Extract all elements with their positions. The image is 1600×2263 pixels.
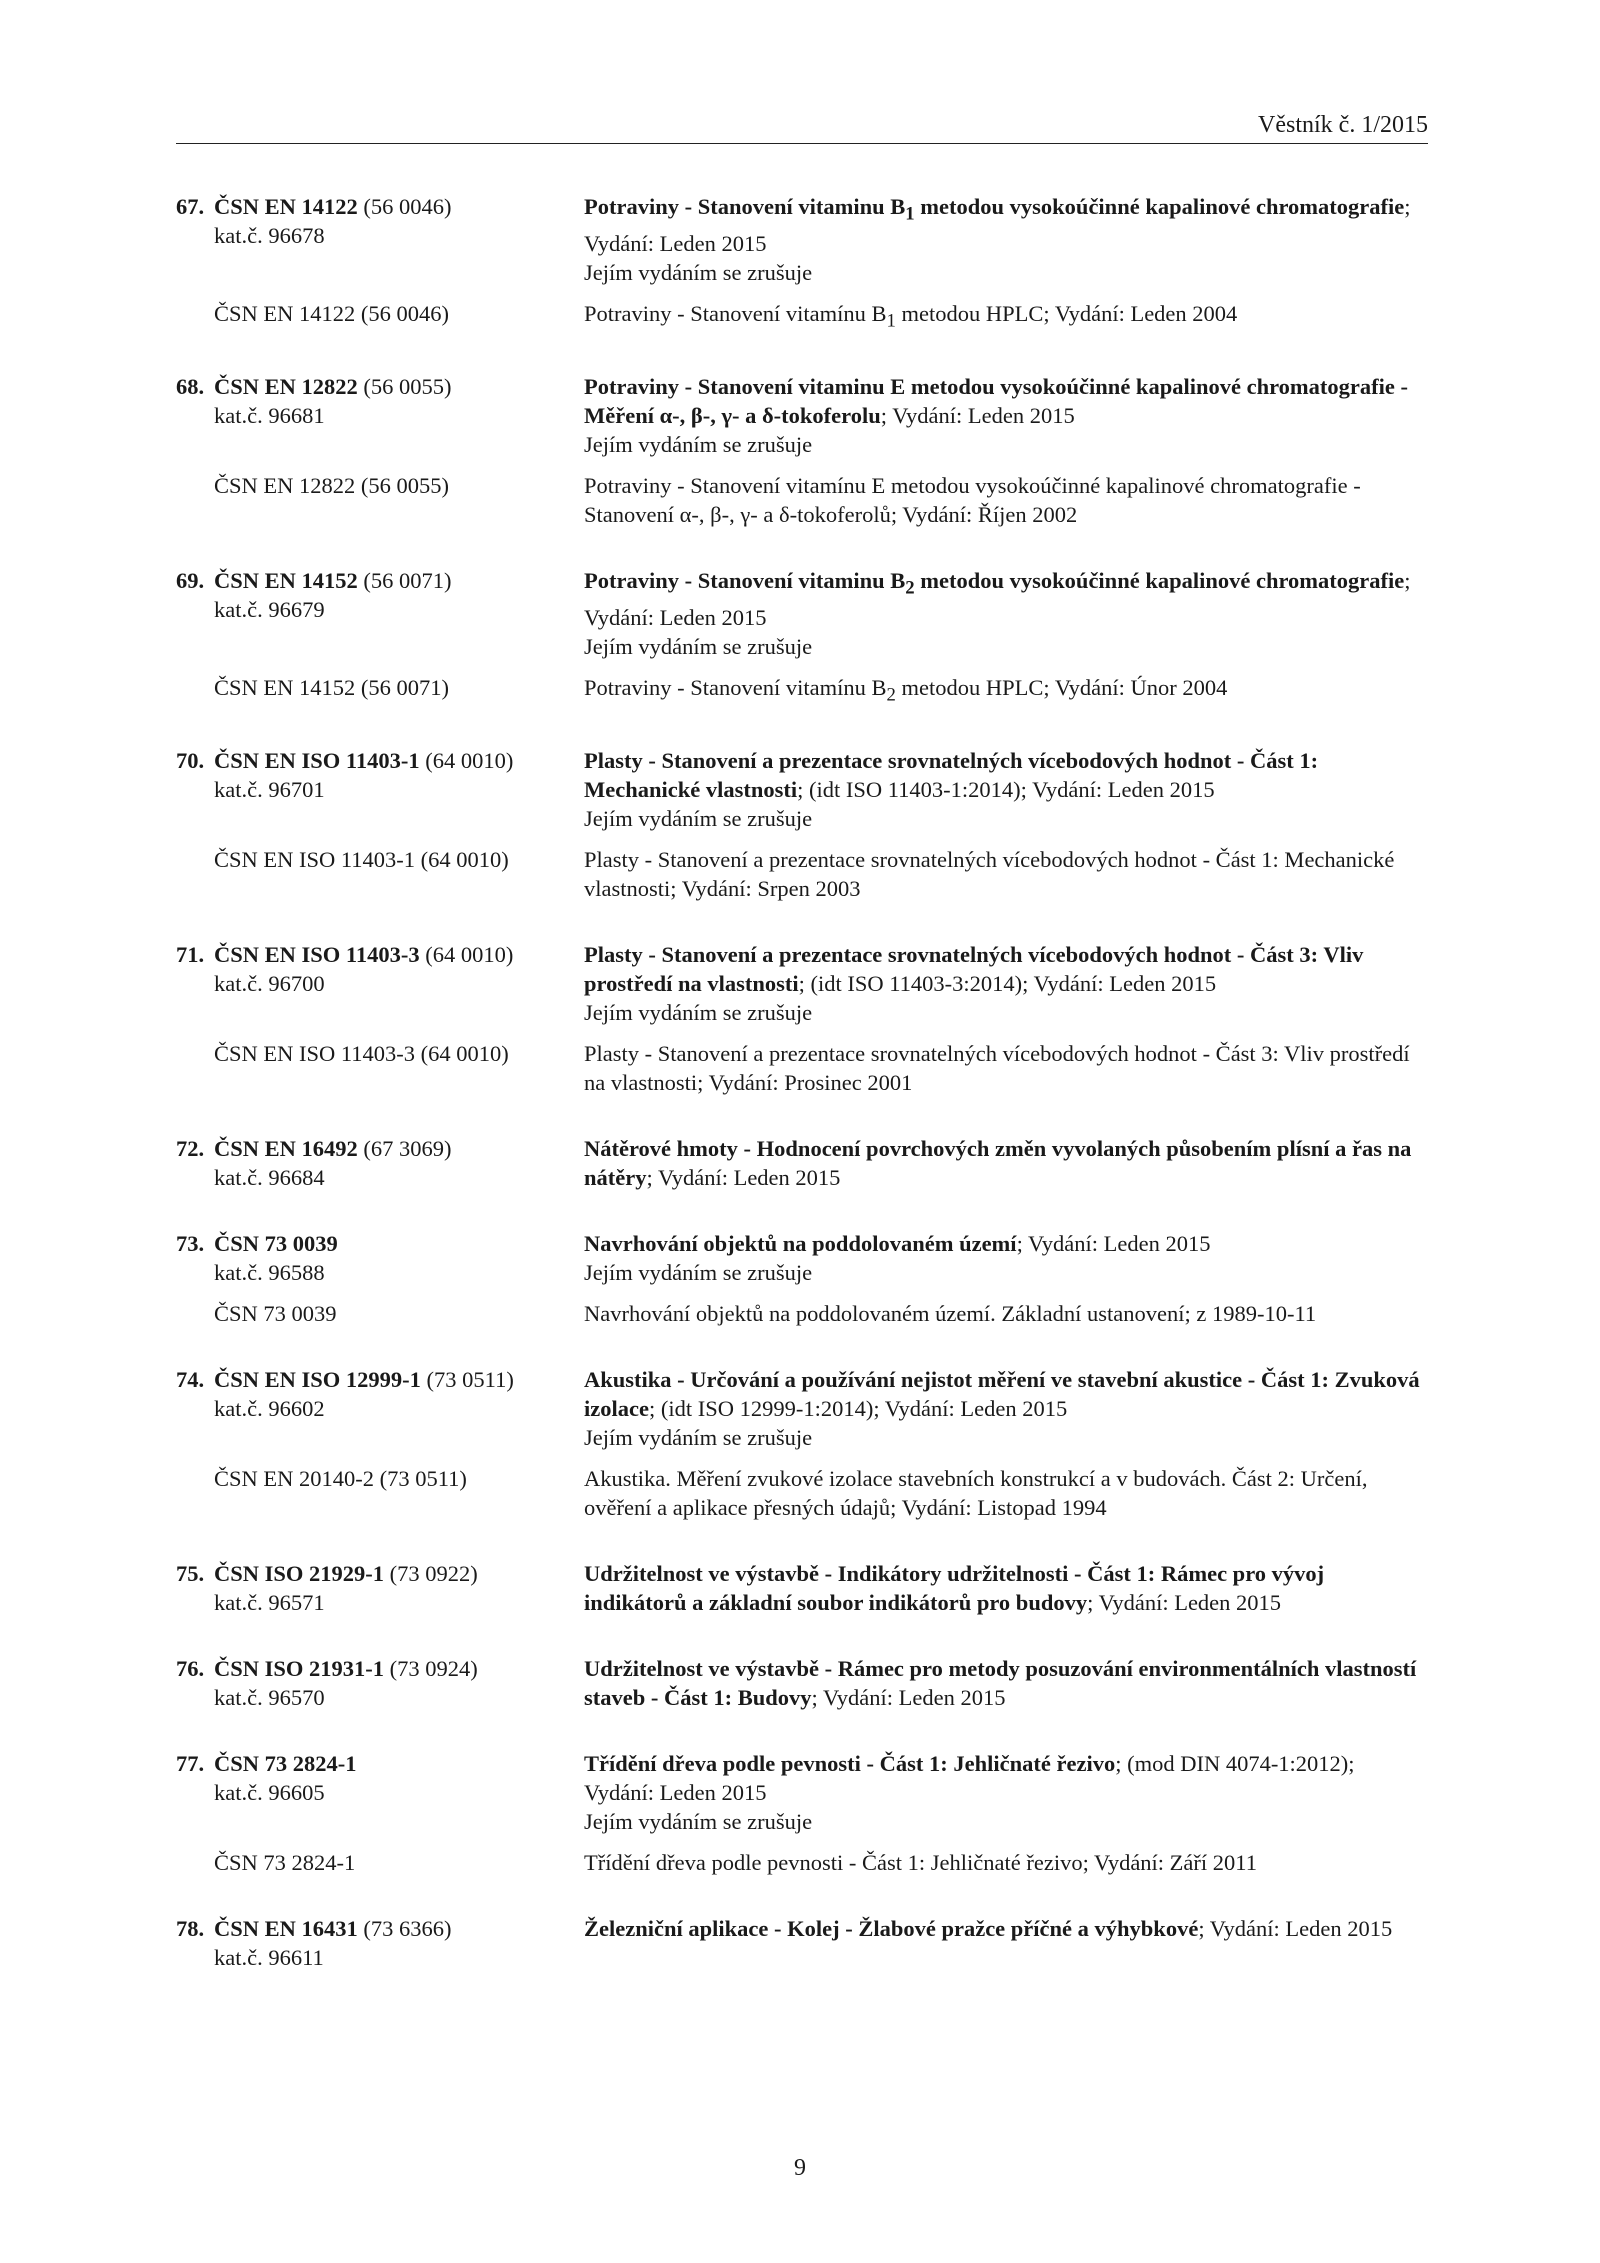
standard-identifier (176, 940, 584, 1027)
cancels-note: Jejím vydáním se zrušuje (584, 1425, 813, 1450)
replaced-title-text: Navrhování objektů na poddolovaném území. Základní ustanovení; z 1989-10-11 (584, 1301, 1317, 1326)
standard-code-line (176, 746, 584, 775)
replaced-description (584, 845, 1428, 903)
standard-code-line (176, 192, 584, 221)
replaced-code: ČSN EN ISO 11403-1 (64 0010) (214, 847, 509, 872)
catalog-number: kat.č. 96701 (214, 777, 325, 802)
replaced-title-text: Potraviny - Stanovení vitamínu E metodou vysokoúčinné kapalinové chromatografie - Stanovení α-, β-, γ- a δ-tokoferolů; Vydání: Říjen 2002 (584, 473, 1361, 527)
replaced-title-text: Akustika. Měření zvukové izolace stavebních konstrukcí a v budovách. Část 2: Určení, ověření a aplikace přesných údajů; Vydání: Listopad 1994 (584, 1466, 1368, 1520)
entry-number: 77. (176, 1751, 205, 1776)
replaced-title-subscript: 2 (886, 684, 896, 705)
standard-row (176, 1654, 1428, 1712)
standard-identifier (176, 1134, 584, 1192)
standard-identifier (176, 1749, 584, 1836)
replaced-standard-row (176, 1299, 1428, 1328)
replaced-code: ČSN EN ISO 11403-3 (64 0010) (214, 1041, 509, 1066)
standard-title (584, 940, 1428, 998)
replaced-description (584, 1039, 1428, 1097)
standard-code-line (176, 1229, 584, 1258)
standard-code: ČSN 73 0039 (214, 1231, 338, 1256)
replaced-code: ČSN EN 14152 (56 0071) (214, 674, 449, 700)
catalog-number: kat.č. 96588 (214, 1260, 325, 1285)
replaced-code: ČSN EN 20140-2 (73 0511) (214, 1466, 467, 1491)
replaced-identifier (176, 673, 584, 710)
standard-title (584, 1654, 1428, 1712)
cancels-note: Jejím vydáním se zrušuje (584, 259, 813, 285)
standard-title (584, 1365, 1428, 1423)
standard-row (176, 566, 1428, 661)
standard-row (176, 192, 1428, 287)
title-text: Potraviny - Stanovení vitaminu B (584, 568, 906, 593)
standard-code-line (176, 1134, 584, 1163)
title-text: Nátěrové hmoty - Hodnocení povrchových změn vyvolaných působením plísní a řas na nátěry (584, 1136, 1412, 1190)
issue-info: ; Vydání: Leden 2015 (1087, 1590, 1282, 1615)
title-text: metodou vysokoúčinné kapalinové chromatografie (914, 568, 1405, 593)
standard-code: ČSN EN 16431 (214, 1916, 358, 1941)
entry-number: 70. (176, 748, 205, 773)
standard-description (584, 566, 1428, 661)
standard-entry (176, 566, 1428, 709)
replaced-description (584, 1299, 1428, 1328)
replaced-title-text: Plasty - Stanovení a prezentace srovnatelných vícebodových hodnot - Část 3: Vliv prostředí na vlastnosti; Vydání: Prosinec 2001 (584, 1041, 1410, 1095)
catalog-number: kat.č. 96611 (214, 1945, 324, 1970)
standard-code-line (176, 940, 584, 969)
standard-code: ČSN ISO 21931-1 (214, 1656, 385, 1681)
standard-identifier (176, 746, 584, 833)
standard-code-line (176, 1559, 584, 1588)
standards-list (176, 192, 1428, 1972)
entry-number: 71. (176, 942, 205, 967)
replaced-identifier (176, 1299, 584, 1328)
classification-code: (56 0046) (363, 194, 452, 219)
entry-number: 67. (176, 194, 205, 219)
standard-description (584, 746, 1428, 833)
cancels-note: Jejím vydáním se zrušuje (584, 1260, 813, 1285)
classification-code: (64 0010) (425, 748, 514, 773)
title-text: Železniční aplikace - Kolej - Žlabové pražce příčné a výhybkové (584, 1916, 1199, 1941)
entry-number: 72. (176, 1136, 205, 1161)
standard-row (176, 1134, 1428, 1192)
standard-description (584, 372, 1428, 459)
standard-identifier (176, 192, 584, 287)
replaced-description (584, 673, 1428, 710)
replaced-description (584, 1848, 1428, 1877)
standard-description (584, 1914, 1428, 1972)
cancels-note: Jejím vydáním se zrušuje (584, 806, 813, 831)
standard-title (584, 192, 1428, 258)
catalog-number: kat.č. 96700 (214, 971, 325, 996)
replaced-identifier (176, 299, 584, 336)
standard-title (584, 1749, 1428, 1807)
replaced-title-text: metodou HPLC; Vydání: Únor 2004 (895, 674, 1228, 700)
standard-identifier (176, 372, 584, 459)
standard-entry (176, 1914, 1428, 1972)
standard-description (584, 940, 1428, 1027)
standard-code: ČSN EN 14122 (214, 194, 358, 219)
bulletin-title: Věstník č. 1/2015 (1258, 112, 1428, 138)
standard-entry (176, 192, 1428, 335)
replaced-code: ČSN EN 14122 (56 0046) (214, 300, 449, 326)
standard-description (584, 1559, 1428, 1617)
standard-title (584, 372, 1428, 430)
cancels-note: Jejím vydáním se zrušuje (584, 1000, 813, 1025)
standard-description (584, 192, 1428, 287)
catalog-number: kat.č. 96678 (214, 223, 325, 248)
issue-info: ; Vydání: Leden 2015 (811, 1685, 1006, 1710)
catalog-number: kat.č. 96681 (214, 403, 325, 428)
standard-title (584, 746, 1428, 804)
entry-number: 69. (176, 568, 205, 593)
replaced-title-text: Plasty - Stanovení a prezentace srovnatelných vícebodových hodnot - Část 1: Mechanické vlastnosti; Vydání: Srpen 2003 (584, 847, 1395, 901)
standard-code-line (176, 372, 584, 401)
replaced-identifier (176, 1039, 584, 1097)
standard-title (584, 1914, 1428, 1943)
issue-info: ; Vydání: Leden 2015 (1016, 1231, 1211, 1256)
entry-number: 68. (176, 374, 205, 399)
catalog-number: kat.č. 96602 (214, 1396, 325, 1421)
standard-title (584, 1229, 1428, 1258)
standard-row (176, 1914, 1428, 1972)
replaced-identifier (176, 1464, 584, 1522)
page-header (176, 110, 1428, 144)
classification-code: (73 6366) (363, 1916, 452, 1941)
standard-row (176, 746, 1428, 833)
standard-entry (176, 1365, 1428, 1522)
standard-code: ČSN EN ISO 11403-1 (214, 748, 420, 773)
replaced-standard-row (176, 1039, 1428, 1097)
standard-code: ČSN ISO 21929-1 (214, 1561, 385, 1586)
page-number: 9 (794, 2155, 806, 2181)
standard-code: ČSN EN 12822 (214, 374, 358, 399)
standard-entry (176, 1559, 1428, 1617)
standard-code: ČSN EN ISO 11403-3 (214, 942, 420, 967)
entry-number: 73. (176, 1231, 205, 1256)
replaced-standard-row (176, 471, 1428, 529)
title-text: Akustika - Určování a používání nejistot měření ve stavební akustice - Část 1: Zvuková izolace (584, 1367, 1420, 1421)
issue-info: ; Vydání: Leden 2015 (880, 403, 1075, 428)
standard-description (584, 1229, 1428, 1287)
title-text: Udržitelnost ve výstavbě - Indikátory udržitelnosti - Část 1: Rámec pro vývoj indikátorů a základní soubor indikátorů pro budovy (584, 1561, 1325, 1615)
replaced-description (584, 1464, 1428, 1522)
title-text: metodou vysokoúčinné kapalinové chromatografie (914, 194, 1405, 219)
replaced-identifier (176, 1848, 584, 1877)
classification-code: (73 0924) (389, 1656, 478, 1681)
replaced-description (584, 471, 1428, 529)
title-text: Navrhování objektů na poddolovaném území (584, 1231, 1017, 1256)
standard-description (584, 1654, 1428, 1712)
replaced-title-text: metodou HPLC; Vydání: Leden 2004 (895, 300, 1238, 326)
standard-code-line (176, 1749, 584, 1778)
issue-info: ; (mod DIN 4074-1:2012); Vydání: Leden 2015 (584, 1751, 1355, 1805)
issue-info: ; Vydání: Leden 2015 (1198, 1916, 1393, 1941)
standard-entry (176, 1134, 1428, 1192)
replaced-code: ČSN 73 0039 (214, 1301, 337, 1326)
standard-title (584, 1559, 1428, 1617)
replaced-standard-row (176, 1848, 1428, 1877)
standard-identifier (176, 1365, 584, 1452)
entry-number: 74. (176, 1367, 205, 1392)
standard-description (584, 1749, 1428, 1836)
standard-row (176, 372, 1428, 459)
title-text: Plasty - Stanovení a prezentace srovnatelných vícebodových hodnot - Část 3: Vliv prostředí na vlastnosti (584, 942, 1364, 996)
entry-number: 76. (176, 1656, 205, 1681)
issue-info: ; (idt ISO 11403-1:2014); Vydání: Leden 2015 (797, 777, 1215, 802)
issue-info: ; Vydání: Leden 2015 (584, 568, 1411, 630)
standard-code: ČSN EN 14152 (214, 568, 358, 593)
standard-identifier (176, 1559, 584, 1617)
standard-row (176, 1559, 1428, 1617)
entry-number: 75. (176, 1561, 205, 1586)
standard-code: ČSN EN ISO 12999-1 (214, 1367, 421, 1392)
page-footer (0, 2155, 1600, 2182)
cancels-note: Jejím vydáním se zrušuje (584, 1809, 813, 1834)
issue-info: ; (idt ISO 11403-3:2014); Vydání: Leden 2015 (798, 971, 1217, 996)
catalog-number: kat.č. 96679 (214, 597, 325, 622)
title-text: Potraviny - Stanovení vitaminu B (584, 194, 906, 219)
replaced-description (584, 299, 1428, 336)
catalog-number: kat.č. 96570 (214, 1685, 325, 1710)
catalog-number: kat.č. 96605 (214, 1780, 325, 1805)
standard-row (176, 940, 1428, 1027)
standard-entry (176, 940, 1428, 1097)
replaced-title-text: Třídění dřeva podle pevnosti - Část 1: Jehličnaté řezivo; Vydání: Září 2011 (584, 1850, 1257, 1875)
standard-code-line (176, 1365, 584, 1394)
standard-identifier (176, 1914, 584, 1972)
standard-row (176, 1365, 1428, 1452)
title-text: Plasty - Stanovení a prezentace srovnatelných vícebodových hodnot - Část 1: Mechanické vlastnosti (584, 748, 1319, 802)
title-subscript: 1 (905, 203, 915, 225)
cancels-note: Jejím vydáním se zrušuje (584, 633, 813, 659)
title-text: Udržitelnost ve výstavbě - Rámec pro metody posuzování environmentálních vlastností staveb - Část 1: Budovy (584, 1656, 1417, 1710)
standard-code: ČSN 73 2824-1 (214, 1751, 357, 1776)
standard-code: ČSN EN 16492 (214, 1136, 358, 1161)
replaced-code: ČSN 73 2824-1 (214, 1850, 356, 1875)
classification-code: (73 0511) (426, 1367, 514, 1392)
standard-title (584, 566, 1428, 632)
title-subscript: 2 (905, 577, 915, 599)
classification-code: (56 0055) (363, 374, 452, 399)
catalog-number: kat.č. 96684 (214, 1165, 325, 1190)
classification-code: (73 0922) (389, 1561, 478, 1586)
standard-identifier (176, 1229, 584, 1287)
standard-code-line (176, 1914, 584, 1943)
standard-code-line (176, 1654, 584, 1683)
standard-row (176, 1749, 1428, 1836)
replaced-standard-row (176, 845, 1428, 903)
standard-identifier (176, 566, 584, 661)
standard-entry (176, 1749, 1428, 1877)
replaced-standard-row (176, 299, 1428, 336)
standard-entry (176, 1654, 1428, 1712)
issue-info: ; (idt ISO 12999-1:2014); Vydání: Leden 2015 (648, 1396, 1068, 1421)
classification-code: (64 0010) (425, 942, 514, 967)
title-text: Potraviny - Stanovení vitaminu E metodou vysokoúčinné kapalinové chromatografie - Měření α-, β-, γ- a δ-tokoferolu (584, 374, 1408, 428)
classification-code: (56 0071) (363, 568, 452, 593)
standard-entry (176, 746, 1428, 903)
standard-identifier (176, 1654, 584, 1712)
cancels-note: Jejím vydáním se zrušuje (584, 432, 813, 457)
replaced-title-subscript: 1 (886, 310, 896, 331)
standard-title (584, 1134, 1428, 1192)
classification-code: (67 3069) (363, 1136, 452, 1161)
replaced-standard-row (176, 673, 1428, 710)
standard-entry (176, 1229, 1428, 1328)
standard-code-line (176, 566, 584, 595)
issue-info: ; Vydání: Leden 2015 (646, 1165, 841, 1190)
catalog-number: kat.č. 96571 (214, 1590, 325, 1615)
entry-number: 78. (176, 1916, 205, 1941)
replaced-title-text: Potraviny - Stanovení vitamínu B (584, 674, 887, 700)
replaced-identifier (176, 845, 584, 903)
standard-description (584, 1365, 1428, 1452)
replaced-standard-row (176, 1464, 1428, 1522)
title-text: Třídění dřeva podle pevnosti - Část 1: Jehličnaté řezivo (584, 1751, 1116, 1776)
replaced-identifier (176, 471, 584, 529)
replaced-title-text: Potraviny - Stanovení vitamínu B (584, 300, 887, 326)
standard-row (176, 1229, 1428, 1287)
issue-info: ; Vydání: Leden 2015 (584, 194, 1411, 256)
standard-description (584, 1134, 1428, 1192)
standard-entry (176, 372, 1428, 529)
replaced-code: ČSN EN 12822 (56 0055) (214, 473, 449, 498)
